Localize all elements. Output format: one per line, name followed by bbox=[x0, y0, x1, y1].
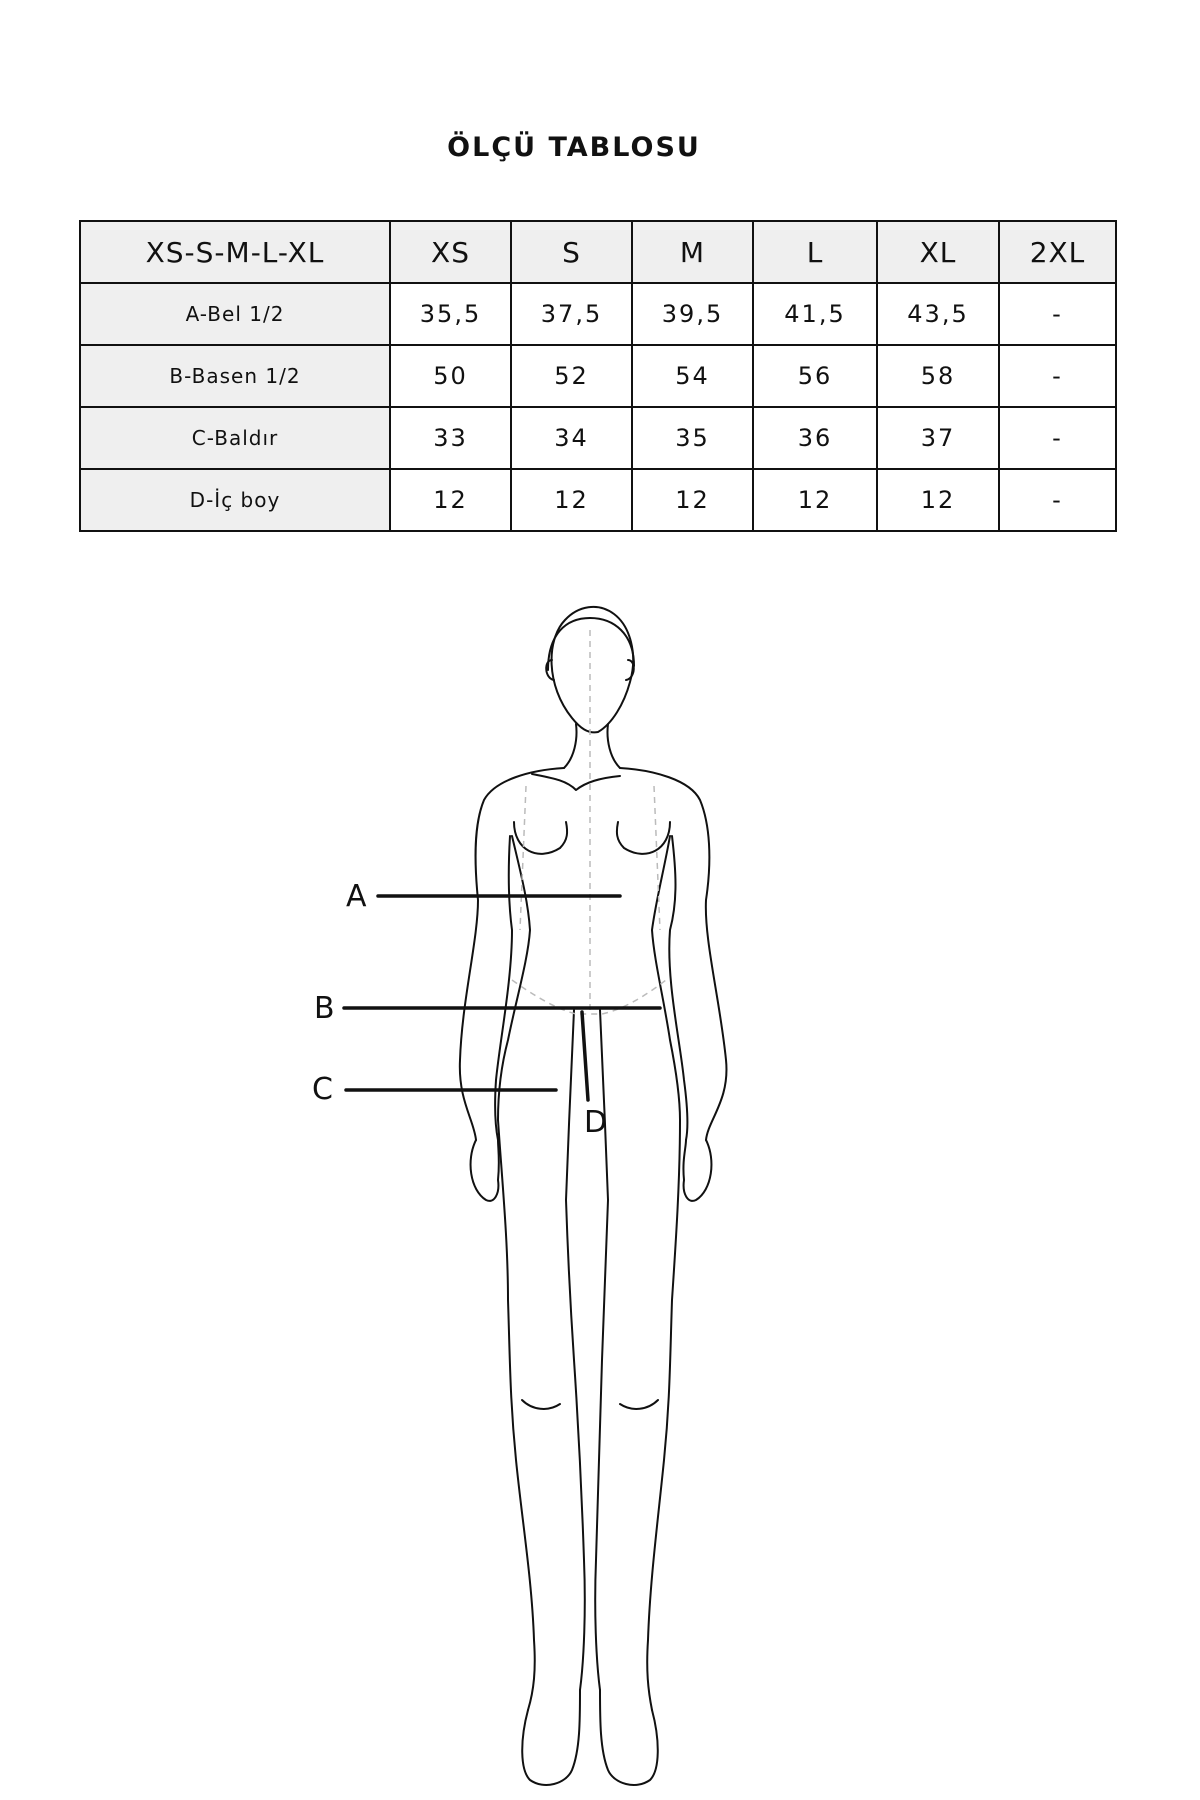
line-d-inseam bbox=[582, 1012, 588, 1100]
knee-left bbox=[522, 1400, 560, 1409]
row-label: A-Bel 1/2 bbox=[80, 283, 390, 345]
header-cell-s: S bbox=[511, 221, 632, 283]
table-cell: 36 bbox=[753, 407, 877, 469]
torso-left bbox=[498, 836, 530, 1120]
header-cell-2xl: 2XL bbox=[999, 221, 1116, 283]
header-cell-xl: XL bbox=[877, 221, 999, 283]
table-cell: 39,5 bbox=[632, 283, 753, 345]
table-cell: 35 bbox=[632, 407, 753, 469]
bust-left bbox=[514, 822, 567, 854]
header-cell-m: M bbox=[632, 221, 753, 283]
table-cell: 50 bbox=[390, 345, 511, 407]
foot-left bbox=[522, 1690, 580, 1785]
table-cell: - bbox=[999, 283, 1116, 345]
table-cell: - bbox=[999, 345, 1116, 407]
table-cell: 35,5 bbox=[390, 283, 511, 345]
page-title: ÖLÇÜ TABLOSU bbox=[447, 132, 701, 163]
leg-left-inner bbox=[566, 1010, 585, 1690]
leg-left-outer bbox=[498, 1120, 535, 1710]
hand-left bbox=[471, 1140, 499, 1201]
table-cell: 33 bbox=[390, 407, 511, 469]
table-cell: 52 bbox=[511, 345, 632, 407]
marker-b-label: B bbox=[314, 991, 335, 1026]
table-cell: 37 bbox=[877, 407, 999, 469]
shoulder-guide-left bbox=[520, 786, 526, 930]
table-row bbox=[80, 283, 1116, 345]
table-header-row bbox=[80, 221, 1116, 283]
fashion-croquis-outline bbox=[460, 607, 727, 1785]
guide-lines bbox=[512, 630, 666, 1014]
foot-right bbox=[600, 1690, 658, 1785]
marker-c-label: C bbox=[312, 1072, 333, 1107]
table-cell: 12 bbox=[390, 469, 511, 531]
table-cell: 12 bbox=[753, 469, 877, 531]
header-cell-sizes: XS-S-M-L-XL bbox=[80, 221, 390, 283]
row-label: B-Basen 1/2 bbox=[80, 345, 390, 407]
table-cell: 12 bbox=[632, 469, 753, 531]
table-row bbox=[80, 469, 1116, 531]
row-label: C-Baldır bbox=[80, 407, 390, 469]
table-cell: 34 bbox=[511, 407, 632, 469]
shoulder-right bbox=[620, 768, 726, 1140]
size-chart-table bbox=[79, 220, 1117, 532]
row-label: D-İç boy bbox=[80, 469, 390, 531]
table-cell: 41,5 bbox=[753, 283, 877, 345]
marker-d-label: D bbox=[584, 1105, 608, 1140]
table-cell: 56 bbox=[753, 345, 877, 407]
table-row bbox=[80, 407, 1116, 469]
body-measurement-figure bbox=[0, 600, 1200, 1800]
arm-inner-left bbox=[495, 836, 512, 1140]
table-cell: 37,5 bbox=[511, 283, 632, 345]
table-cell: 43,5 bbox=[877, 283, 999, 345]
header-cell-l: L bbox=[753, 221, 877, 283]
table-cell: - bbox=[999, 407, 1116, 469]
leg-right-outer bbox=[647, 1120, 680, 1710]
table-cell: 54 bbox=[632, 345, 753, 407]
collarbone bbox=[532, 774, 620, 790]
hand-right bbox=[683, 1140, 711, 1201]
table-row bbox=[80, 345, 1116, 407]
header-cell-xs: XS bbox=[390, 221, 511, 283]
neck-right bbox=[608, 724, 621, 768]
marker-a-label: A bbox=[346, 879, 367, 914]
table-cell: 12 bbox=[877, 469, 999, 531]
table-cell: - bbox=[999, 469, 1116, 531]
table-cell: 12 bbox=[511, 469, 632, 531]
table-cell: 58 bbox=[877, 345, 999, 407]
bust-right bbox=[617, 822, 670, 854]
neck-left bbox=[564, 724, 577, 768]
knee-right bbox=[620, 1400, 658, 1409]
